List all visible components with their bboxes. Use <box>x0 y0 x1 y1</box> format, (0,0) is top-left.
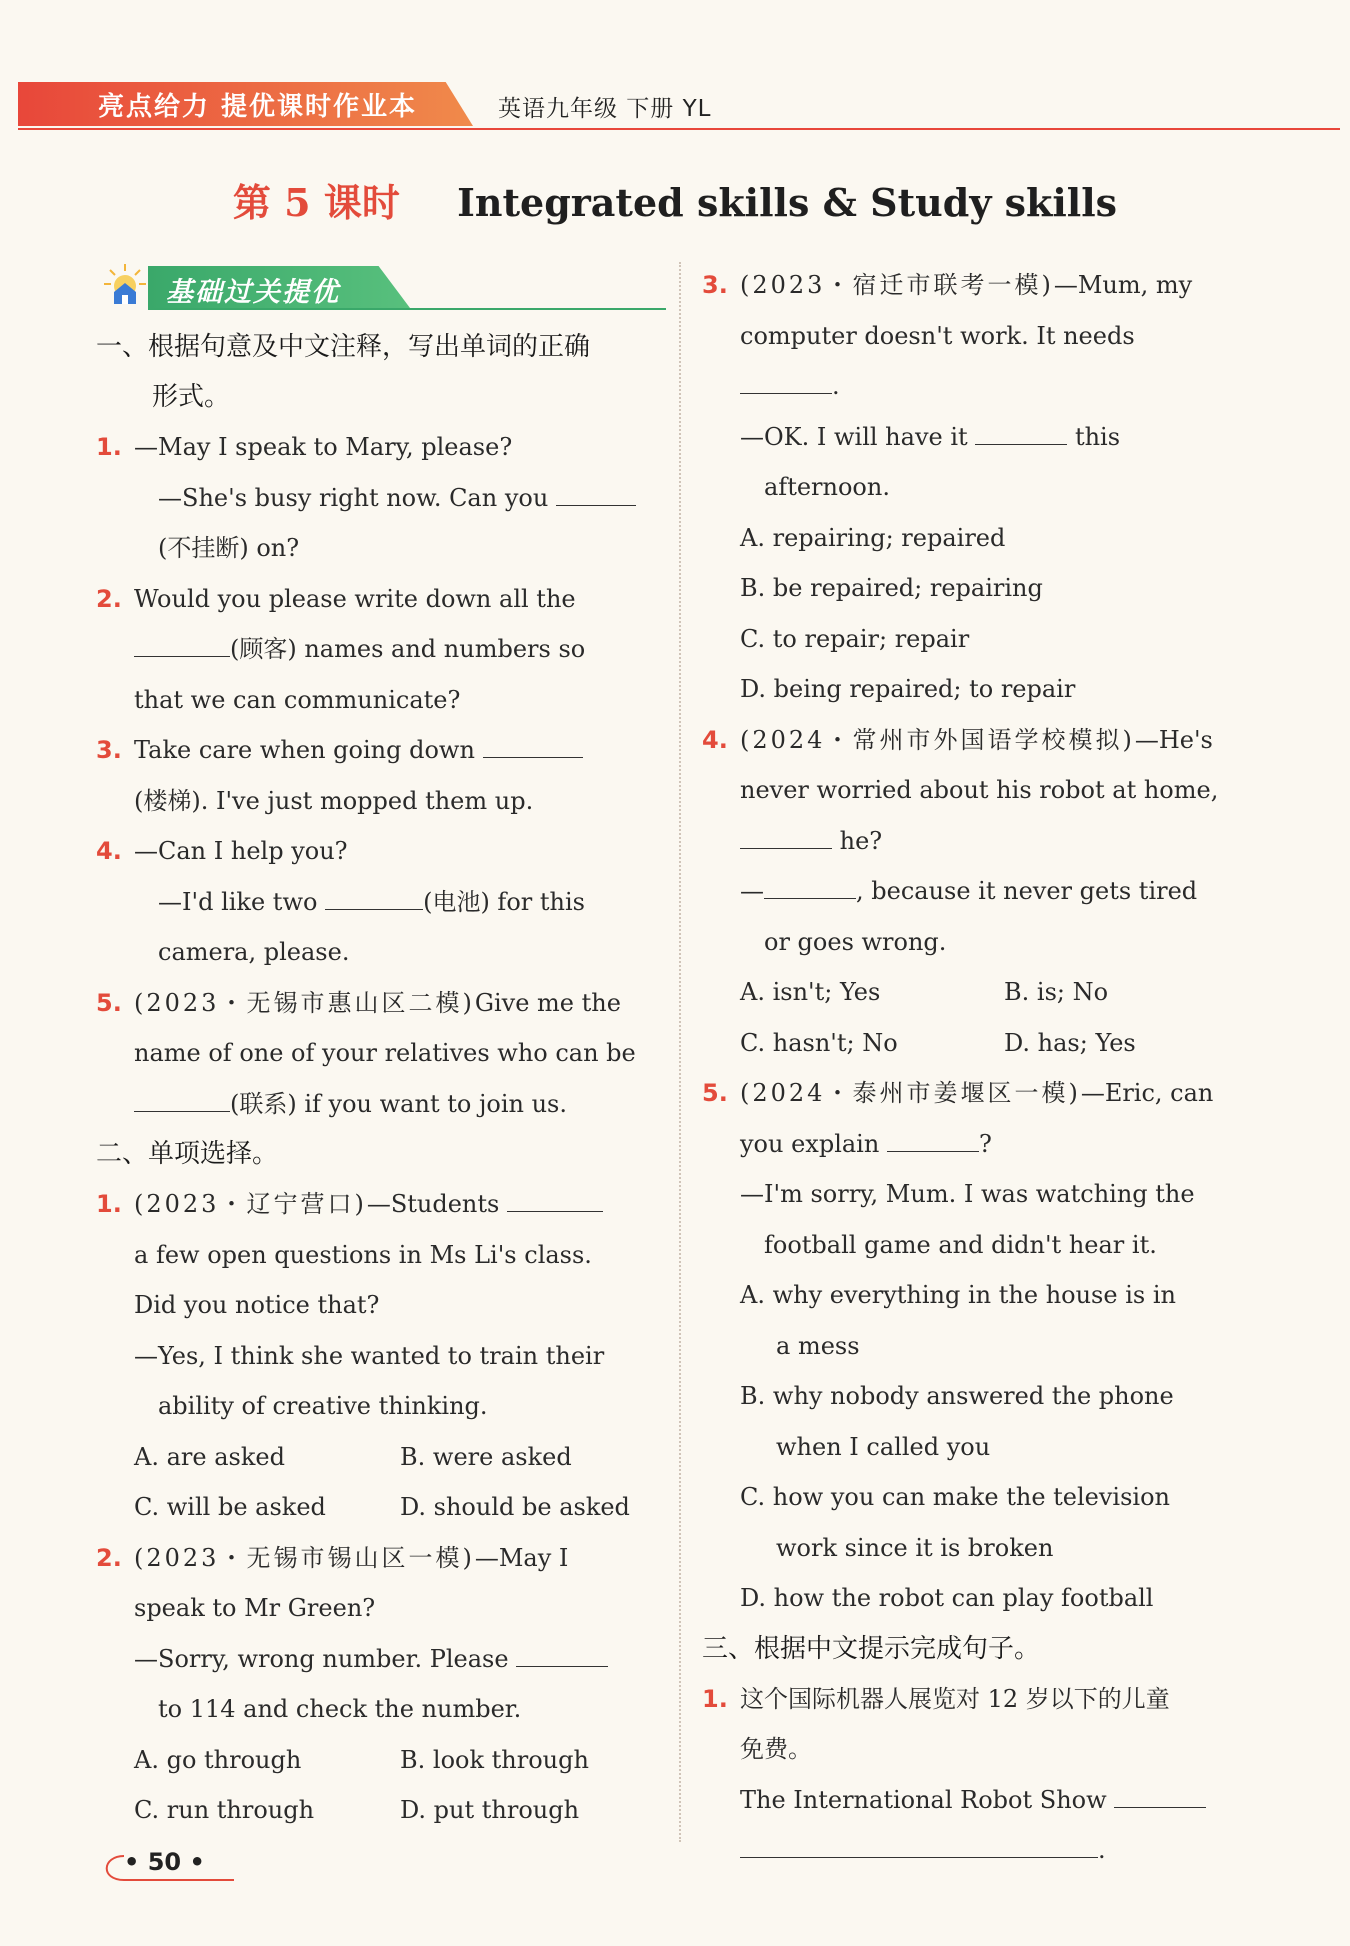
answer-blank[interactable] <box>887 1124 979 1151</box>
option[interactable]: D. being repaired; to repair <box>740 675 1076 703</box>
option[interactable]: C. to repair; repair <box>740 624 970 653</box>
option[interactable]: B. were asked <box>400 1442 572 1471</box>
answer-blank[interactable] <box>325 882 423 909</box>
question: 2. Would you please write down all the (顾客) names and numbers so that we can communicate? <box>96 584 586 714</box>
answer-blank[interactable] <box>740 367 832 394</box>
page-title <box>0 172 1350 227</box>
option[interactable]: A. why everything in the house is in a mess <box>740 1281 1176 1360</box>
question: 1. (2023・辽宁营口)—Students a few open questions in Ms Li's class. Did you notice that? —Yes, I think she wanted to train their ability of creative thinking. A. are asked B. were asked C. will be asked D. should be asked <box>96 1179 666 1533</box>
banner-text: 基础过关提优 <box>166 277 340 308</box>
options <box>740 513 1268 715</box>
option[interactable]: B. why nobody answered the phone when I called you <box>740 1382 1174 1461</box>
option[interactable]: D. should be asked <box>400 1493 630 1521</box>
question: 1. 这个国际机器人展览对 12 岁以下的儿童 免费。 The International Robot Show . <box>702 1674 1268 1876</box>
lesson-name: Integrated skills & Study skills <box>457 180 1118 225</box>
question: 5. (2023・无锡市惠山区二模)Give me the name of one of your relatives who can be (联系) if you want to join us. <box>96 988 636 1118</box>
lesson-number: 第 5 课时 <box>232 180 400 225</box>
right-column <box>702 260 1268 1876</box>
option[interactable]: C. hasn't; No <box>740 1028 898 1057</box>
section3-title: 三、根据中文提示完成句子。 <box>702 1633 1041 1664</box>
option[interactable]: A. repairing; repaired <box>740 523 1006 552</box>
option[interactable]: B. look through <box>400 1745 589 1774</box>
left-column <box>96 260 666 1836</box>
question: 1. —May I speak to Mary, please? —She's busy right now. Can you (不挂断) on? <box>96 422 666 574</box>
header-subject: 英语九年级 下册 YL <box>498 96 712 122</box>
option[interactable]: C. will be asked <box>134 1493 326 1521</box>
answer-blank[interactable] <box>507 1185 603 1212</box>
section2-title: 二、单项选择。 <box>96 1139 279 1169</box>
answer-blank[interactable] <box>740 1831 1098 1858</box>
answer-blank[interactable] <box>134 630 230 657</box>
question: 4. (2024・常州市外国语学校模拟)—He's never worried about his robot at home, he? — , because it never gets tired or goes wrong. A. isn't; Yes B. is; No C. hasn't; No D. has; Yes <box>702 715 1268 1069</box>
question: 2. (2023・无锡市锡山区一模)—May I speak to Mr Green? —Sorry, wrong number. Please to 114 and check the number. A. go through B. look through C. run through D. put through <box>96 1533 666 1836</box>
header-divider <box>18 128 1340 130</box>
answer-blank[interactable] <box>764 872 856 899</box>
column-divider <box>679 262 681 1842</box>
question: 3. (2023・宿迁市联考一模)—Mum, my computer doesn't work. It needs . —OK. I will have it this afternoon. A. repairing; repaired B. be repaired; repairing C. to repair; repair D. being repaired; to repair <box>702 260 1268 715</box>
question: 5. (2024・泰州市姜堰区一模)—Eric, can you explain ? —I'm sorry, Mum. I was watching the football game and didn't hear it. A. why everything in the house is in a mess B. why nobody answered the phone when I called you C. how you can make the television work since it is broken D. how the robot can play football <box>702 1068 1268 1624</box>
answer-blank[interactable] <box>975 417 1067 444</box>
header-brand: 亮点给力 提优课时作业本 <box>98 92 418 122</box>
banner-line <box>148 308 666 310</box>
options <box>740 1270 1268 1624</box>
option[interactable]: A. are asked <box>134 1442 285 1471</box>
options <box>134 1432 666 1533</box>
option[interactable]: C. run through <box>134 1796 315 1824</box>
question: 3. Take care when going down (楼梯). I've just mopped them up. <box>96 725 666 826</box>
options <box>740 967 1268 1068</box>
section-banner <box>96 260 666 316</box>
answer-blank[interactable] <box>740 821 832 848</box>
option[interactable]: D. how the robot can play football <box>740 1584 1154 1612</box>
answer-blank[interactable] <box>134 1084 230 1111</box>
answer-blank[interactable] <box>1114 1780 1206 1807</box>
option[interactable]: C. how you can make the television work since it is broken <box>740 1483 1171 1562</box>
house-icon <box>102 262 148 308</box>
answer-blank[interactable] <box>483 731 583 758</box>
answer-blank[interactable] <box>516 1639 608 1666</box>
page-number: • 50 • <box>124 1848 205 1876</box>
option[interactable]: B. is; No <box>1004 978 1109 1006</box>
option[interactable]: A. go through <box>134 1745 302 1774</box>
section1-title: 一、根据句意及中文注释，写出单词的正确 形式。 <box>96 332 591 412</box>
options <box>134 1735 666 1836</box>
option[interactable]: D. has; Yes <box>1004 1028 1136 1057</box>
question: 4. —Can I help you? —I'd like two (电池) for this camera, please. <box>96 837 585 966</box>
option[interactable]: B. be repaired; repairing <box>740 574 1043 602</box>
option[interactable]: D. put through <box>400 1796 580 1824</box>
answer-blank[interactable] <box>556 478 636 505</box>
option[interactable]: A. isn't; Yes <box>740 978 881 1006</box>
